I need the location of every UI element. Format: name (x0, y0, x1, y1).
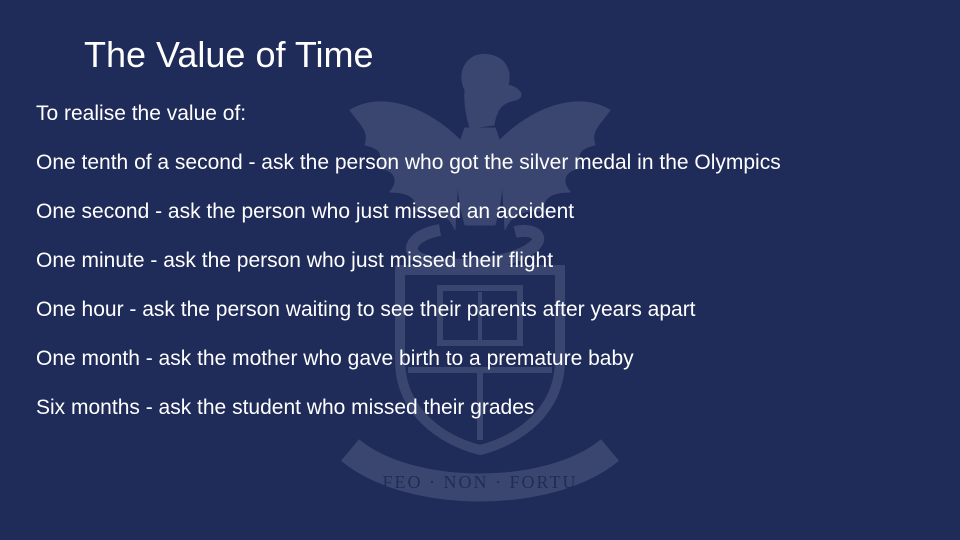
slide-body (36, 98, 916, 441)
list-item: One minute - ask the person who just missed their flight (36, 249, 554, 272)
list-item: One second - ask the person who just missed an accident (36, 200, 575, 223)
list-item: Six months - ask the student who missed their grades (36, 396, 535, 419)
list-item: One hour - ask the person waiting to see their parents after years apart (36, 298, 696, 321)
crest-motto: FEO · NON · FORTU (382, 472, 578, 492)
list-item: One tenth of a second - ask the person who got the silver medal in the Olympics (36, 151, 781, 174)
list-item: One month - ask the mother who gave birth to a premature baby (36, 347, 634, 370)
slide-title: The Value of Time (84, 34, 374, 75)
intro-line: To realise the value of: (36, 102, 247, 125)
